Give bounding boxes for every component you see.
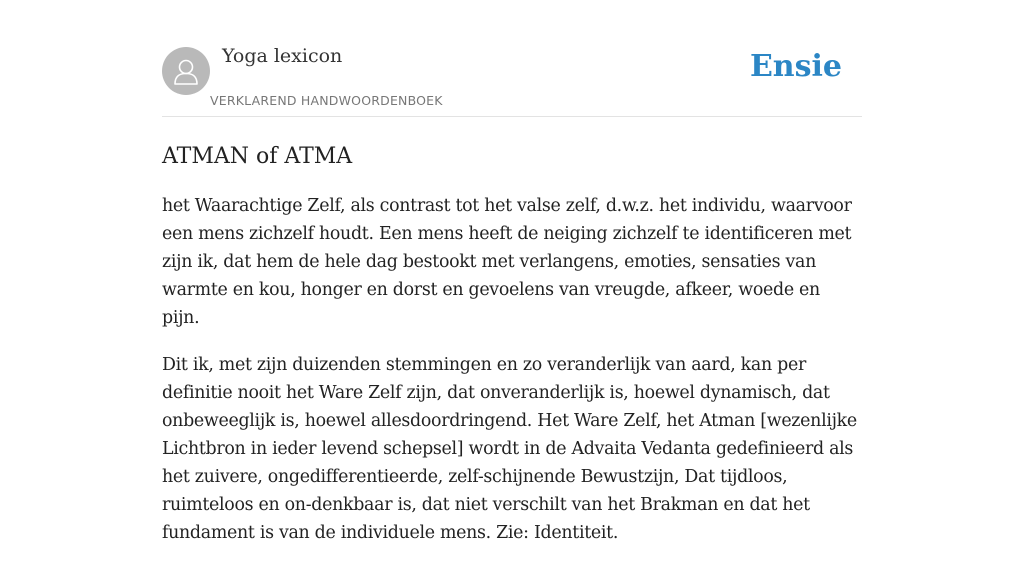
entry-text-line: het zuivere, ongedifferentieerde, zelf-schijnende Bewustzijn, Dat tijdloos, bbox=[162, 467, 788, 487]
entry-text-line: fundament is van de individuele mens. Zie: Identiteit. bbox=[162, 523, 619, 543]
entry-text-line: warmte en kou, honger en dorst en gevoelens van vreugde, afkeer, woede en pijn. bbox=[162, 280, 820, 328]
entry-paragraph bbox=[162, 351, 862, 547]
entry-text-line: definitie nooit het Ware Zelf zijn, dat onveranderlijk is, hoewel dynamisch, dat bbox=[162, 383, 830, 403]
book-subtitle: VERKLAREND HANDWOORDENBOEK bbox=[210, 93, 443, 108]
entry-text-line: zijn ik, dat hem de hele dag bestookt met verlangens, emoties, sensaties van bbox=[162, 252, 816, 272]
book-title[interactable]: Yoga lexicon bbox=[222, 45, 343, 67]
entry-paragraph bbox=[162, 192, 862, 332]
entry-title: ATMAN of ATMA bbox=[162, 144, 353, 169]
ensie-logo-link[interactable]: Ensie bbox=[749, 49, 842, 84]
dictionary-header bbox=[162, 0, 862, 117]
entry-text-line: een mens zichzelf houdt. Een mens heeft de neiging zichzelf te identificeren met bbox=[162, 224, 852, 244]
entry-text-line: onbeweeglijk is, hoewel allesdoordringend. Het Ware Zelf, het Atman [wezenlijke bbox=[162, 411, 857, 431]
user-avatar-icon[interactable] bbox=[162, 47, 210, 95]
entry-text-line: Lichtbron in ieder levend schepsel] wordt in de Advaita Vedanta gedefinieerd als bbox=[162, 439, 854, 459]
entry-text-line: Dit ik, met zijn duizenden stemmingen en zo veranderlijk van aard, kan per bbox=[162, 355, 806, 375]
entry-body bbox=[162, 192, 862, 547]
entry-text-line: ruimteloos en on-denkbaar is, dat niet verschilt van het Brakman en dat het bbox=[162, 495, 810, 515]
entry-text-line: het Waarachtige Zelf, als contrast tot het valse zelf, d.w.z. het individu, waarvoor bbox=[162, 196, 852, 216]
content-column bbox=[162, 0, 862, 566]
avatar-silhouette bbox=[162, 47, 210, 95]
